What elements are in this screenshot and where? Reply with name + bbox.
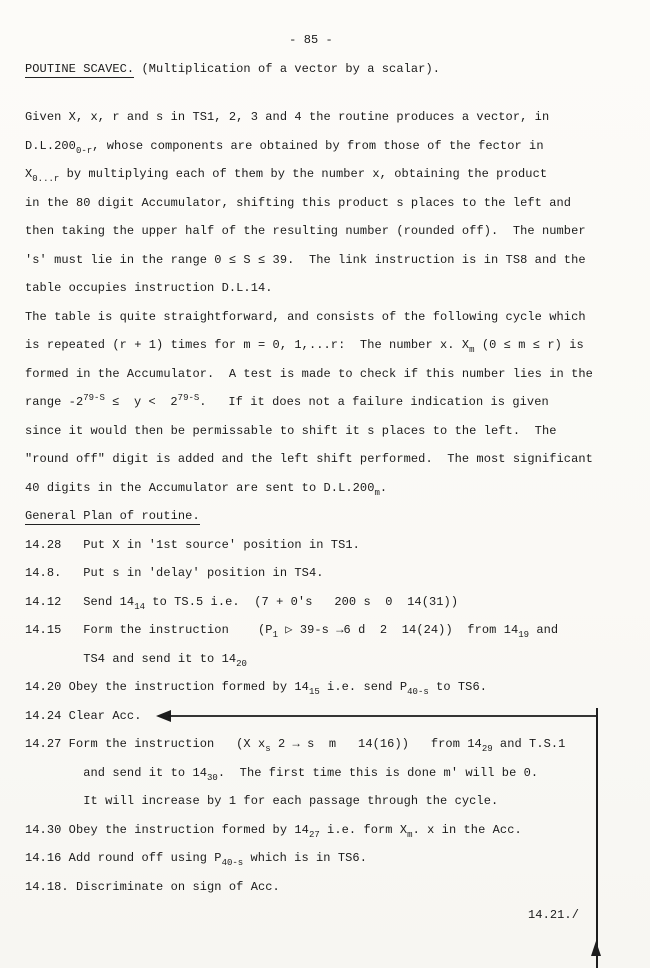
step-14-27-cont-1-text: . The first time this is done m' will be 0. — [217, 765, 539, 780]
routine-title-text: (Multiplication of a vector by a scalar). — [134, 61, 441, 76]
step-14-16 — [25, 844, 597, 873]
para-table-5-text: since it would then be permissable to shift it s places to the left. The — [25, 423, 557, 438]
step-14-24-text: 14.24 Clear Acc. — [25, 708, 157, 723]
para-intro-3 — [25, 160, 597, 189]
next-page-ref — [25, 901, 597, 930]
step-14-27-cont-1-text: and send it to 14 — [25, 765, 208, 780]
para-table-4-text: 79-S — [177, 393, 200, 403]
step-14-27-cont-1-text: 30 — [207, 772, 218, 783]
step-14-15-text: 14.15 Form the instruction (P — [25, 623, 273, 637]
step-14-27-text: 29 — [481, 744, 493, 754]
para-intro-2 — [25, 132, 597, 161]
step-14-16-text: which is in TS6. — [243, 851, 367, 865]
para-table-7 — [25, 474, 597, 503]
para-table-4-text: . If it does not a failure indication is given — [199, 395, 549, 409]
para-intro-4 — [25, 189, 597, 218]
para-intro-2-text: 0-r — [75, 145, 93, 156]
para-intro-6-text: 's' must lie in the range 0 ≤ S ≤ 39. The link instruction is in TS8 and the — [25, 252, 586, 267]
para-intro-5 — [25, 217, 597, 246]
para-table-4 — [25, 388, 597, 417]
step-14-16-text: 14.16 Add round off using P — [25, 851, 222, 865]
step-14-20-text: 15 — [308, 687, 320, 697]
para-table-4-text: range -2 — [25, 395, 84, 409]
para-intro-2-text: D.L.200 — [25, 138, 76, 153]
para-table-7-text: 40 digits in the Accumulator are sent to D.L.200 — [25, 480, 375, 495]
step-14-30-text: i.e. form X — [319, 822, 408, 837]
para-table-3 — [25, 360, 597, 389]
step-14-20 — [25, 673, 597, 702]
section-heading-text: General Plan of routine. — [25, 509, 200, 523]
step-14-27-text: 14.27 Form the instruction (X x — [25, 737, 266, 751]
step-14-16-text: 40-s — [221, 858, 244, 868]
para-table-3-text: formed in the Accumulator. A test is made to check if this number lies in the — [25, 366, 593, 381]
step-14-15-cont — [25, 645, 597, 674]
page-number: - 85 - — [289, 33, 333, 47]
section-heading — [25, 502, 597, 531]
para-table-4-text: 79-S — [83, 393, 105, 403]
para-intro-6 — [25, 246, 597, 275]
para-table-5 — [25, 417, 597, 446]
para-intro-3-text: X — [25, 167, 33, 181]
para-table-2-text: m — [469, 345, 475, 355]
step-14-8 — [25, 559, 597, 588]
step-14-27-cont-2 — [25, 787, 597, 816]
step-14-27-text: s — [265, 744, 271, 754]
step-14-30 — [25, 816, 597, 845]
step-14-20-text: 40-s — [407, 687, 429, 697]
step-14-15-text: ▷ 39-s →6 d 2 14(24)) from 14 — [277, 623, 519, 637]
step-14-15-cont-text: 20 — [236, 658, 247, 669]
step-14-27 — [25, 730, 597, 759]
step-14-15-text: 19 — [518, 630, 530, 640]
step-14-12-text: 14 — [134, 601, 146, 612]
step-14-12 — [25, 588, 597, 617]
step-14-12-text: 14.12 Send 14 — [25, 594, 135, 609]
next-page-ref-text: 14.21./ — [528, 908, 579, 922]
step-14-15-text: 1 — [272, 630, 278, 640]
loop-arrow-vertical-line — [596, 708, 598, 968]
para-intro-7-text: table occupies instruction D.L.14. — [25, 281, 273, 295]
step-14-20-text: 14.20 Obey the instruction formed by 14 — [25, 680, 309, 694]
para-table-7-text: m — [374, 487, 380, 498]
step-14-30-text: m — [407, 829, 413, 840]
arrow-up-icon — [591, 941, 601, 956]
para-table-1-text: The table is quite straightforward, and consists of the following cycle which — [25, 309, 586, 324]
step-14-18-text: 14.18. Discriminate on sign of Acc. — [25, 879, 280, 894]
para-table-7-text: . — [379, 480, 388, 495]
step-14-8-text: 14.8. Put s in 'delay' position in TS4. — [25, 566, 324, 580]
step-14-12-text: to TS.5 i.e. (7 + 0's 200 s 0 14(31)) — [145, 594, 459, 609]
step-14-15-text: and — [529, 623, 559, 637]
para-table-2 — [25, 331, 597, 360]
para-intro-2-text: , whose components are obtained by from those of the fector in — [92, 138, 544, 153]
para-table-2-text: (0 ≤ m ≤ r) is — [474, 338, 584, 352]
para-intro-1 — [25, 103, 597, 132]
para-intro-3-text: by multiplying each of them by the number x, obtaining the product — [59, 167, 548, 181]
step-14-15-cont-text: TS4 and send it to 14 — [25, 651, 237, 666]
para-table-6-text: "round off" digit is added and the left shift performed. The most significant — [25, 452, 593, 466]
step-14-27-text: and T.S.1 — [492, 737, 566, 751]
step-14-27-text: 2 → s m 14(16)) from 14 — [270, 737, 482, 751]
step-14-28-text: 14.28 Put X in '1st source' position in TS1. — [25, 537, 360, 552]
step-14-30-text: 14.30 Obey the instruction formed by 14 — [25, 822, 309, 837]
step-14-20-text: to TS6. — [428, 680, 488, 694]
loop-arrow-horizontal-line — [168, 715, 597, 717]
step-14-27-cont-2-text: It will increase by 1 for each passage through the cycle. — [25, 794, 499, 808]
para-table-4-text: ≤ y < 2 — [104, 395, 178, 409]
routine-title — [25, 55, 597, 84]
para-intro-3-text: 0...r — [32, 174, 60, 184]
para-intro-1-text: Given X, x, r and s in TS1, 2, 3 and 4 the routine produces a vector, in — [25, 110, 550, 124]
step-14-30-text: 27 — [308, 829, 320, 840]
step-14-20-text: i.e. send P — [319, 680, 408, 694]
step-14-18 — [25, 873, 597, 902]
step-14-15 — [25, 616, 597, 645]
document-body — [25, 55, 597, 930]
step-14-24 — [25, 702, 597, 731]
para-intro-7 — [25, 274, 597, 303]
step-14-28 — [25, 531, 597, 560]
para-table-1 — [25, 303, 597, 332]
step-14-30-text: . x in the Acc. — [412, 822, 522, 837]
para-table-2-text: is repeated (r + 1) times for m = 0, 1,...r: The number x. X — [25, 338, 470, 352]
step-14-27-cont-1 — [25, 759, 597, 788]
para-intro-4-text: in the 80 digit Accumulator, shifting this product s places to the left and — [25, 195, 572, 210]
para-intro-5-text: then taking the upper half of the resulting number (rounded off). The number — [25, 224, 586, 238]
routine-title-text: POUTINE SCAVEC. — [25, 61, 135, 76]
para-table-6 — [25, 445, 597, 474]
